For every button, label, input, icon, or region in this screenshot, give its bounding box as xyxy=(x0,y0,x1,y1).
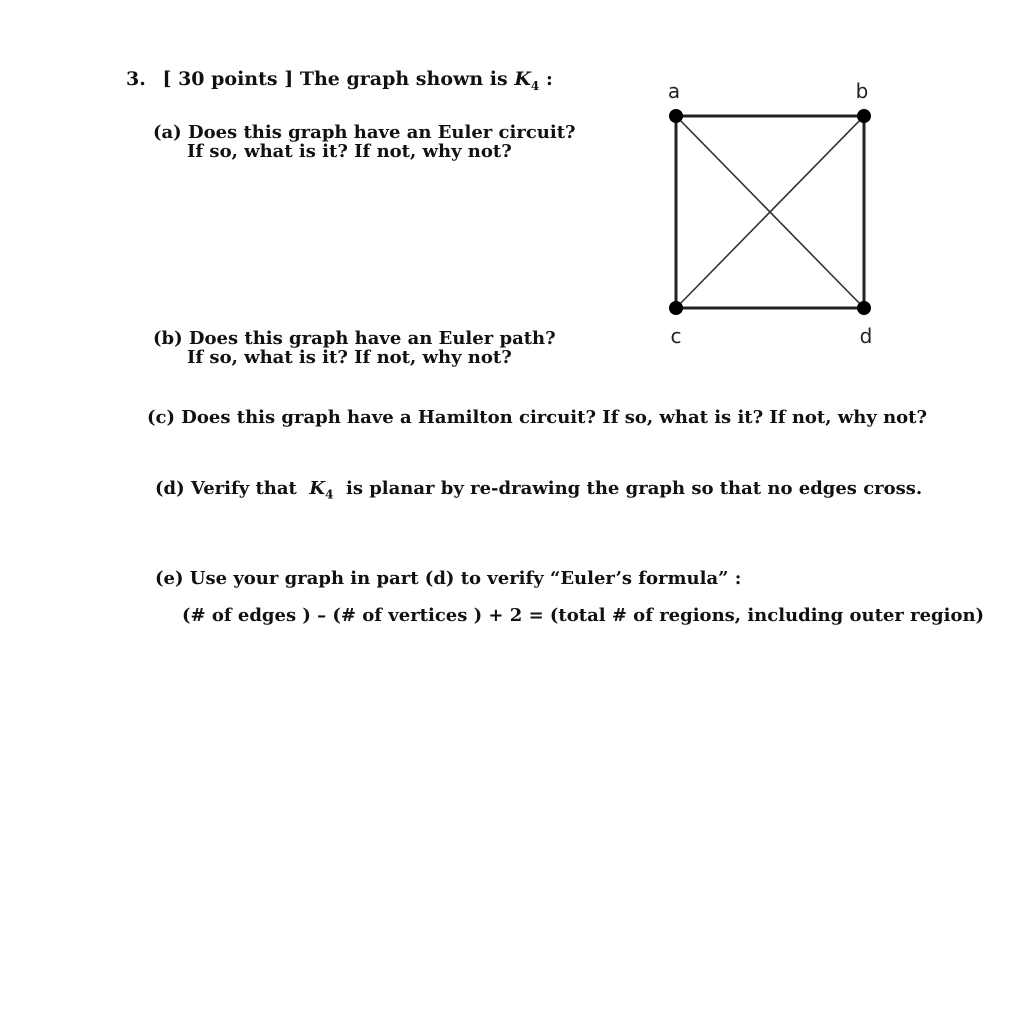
problem-number: 3. xyxy=(126,68,146,90)
graph-edges xyxy=(676,116,864,308)
graph-name: $K_4$ xyxy=(514,68,540,93)
problem-intro: The graph shown is xyxy=(299,68,508,90)
part-e-label: (e) xyxy=(155,568,184,589)
part-d xyxy=(155,479,922,505)
vertex-b xyxy=(857,109,871,123)
part-c xyxy=(147,408,927,427)
part-d-graph-name: $K_4$ xyxy=(309,478,334,502)
part-d-pre: Verify that xyxy=(190,478,297,499)
vertex-label-a: a xyxy=(667,79,681,103)
vertex-a xyxy=(669,109,683,123)
problem-header xyxy=(126,68,553,93)
k4-graph-diagram xyxy=(640,70,900,360)
part-a xyxy=(153,123,576,161)
vertex-c xyxy=(669,301,683,315)
problem-points: [ 30 points ] xyxy=(162,68,294,90)
vertex-label-b: b xyxy=(855,79,869,103)
vertex-label-c: c xyxy=(670,324,682,348)
part-e xyxy=(155,569,741,588)
euler-formula: (# of edges ) – (# of vertices ) + 2 = (total # of regions, including outer region) xyxy=(182,605,985,626)
part-d-label: (d) xyxy=(155,478,185,499)
part-b xyxy=(153,329,556,367)
part-a-line1: (a) Does this graph have an Euler circuit? xyxy=(153,122,576,143)
vertex-label-d: d xyxy=(859,324,873,348)
vertex-d xyxy=(857,301,871,315)
part-c-text: Does this graph have a Hamilton circuit? If so, what is it? If not, why not? xyxy=(181,407,928,428)
header-colon: : xyxy=(545,68,553,90)
part-d-post: is planar by re-drawing the graph so that no edges cross. xyxy=(345,478,923,499)
part-b-line2: If so, what is it? If not, why not? xyxy=(187,347,512,368)
part-a-line2: If so, what is it? If not, why not? xyxy=(187,141,512,162)
part-b-line1: (b) Does this graph have an Euler path? xyxy=(153,328,556,349)
part-e-text: Use your graph in part (d) to verify “Euler’s formula” : xyxy=(189,568,742,589)
part-c-label: (c) xyxy=(147,407,175,428)
